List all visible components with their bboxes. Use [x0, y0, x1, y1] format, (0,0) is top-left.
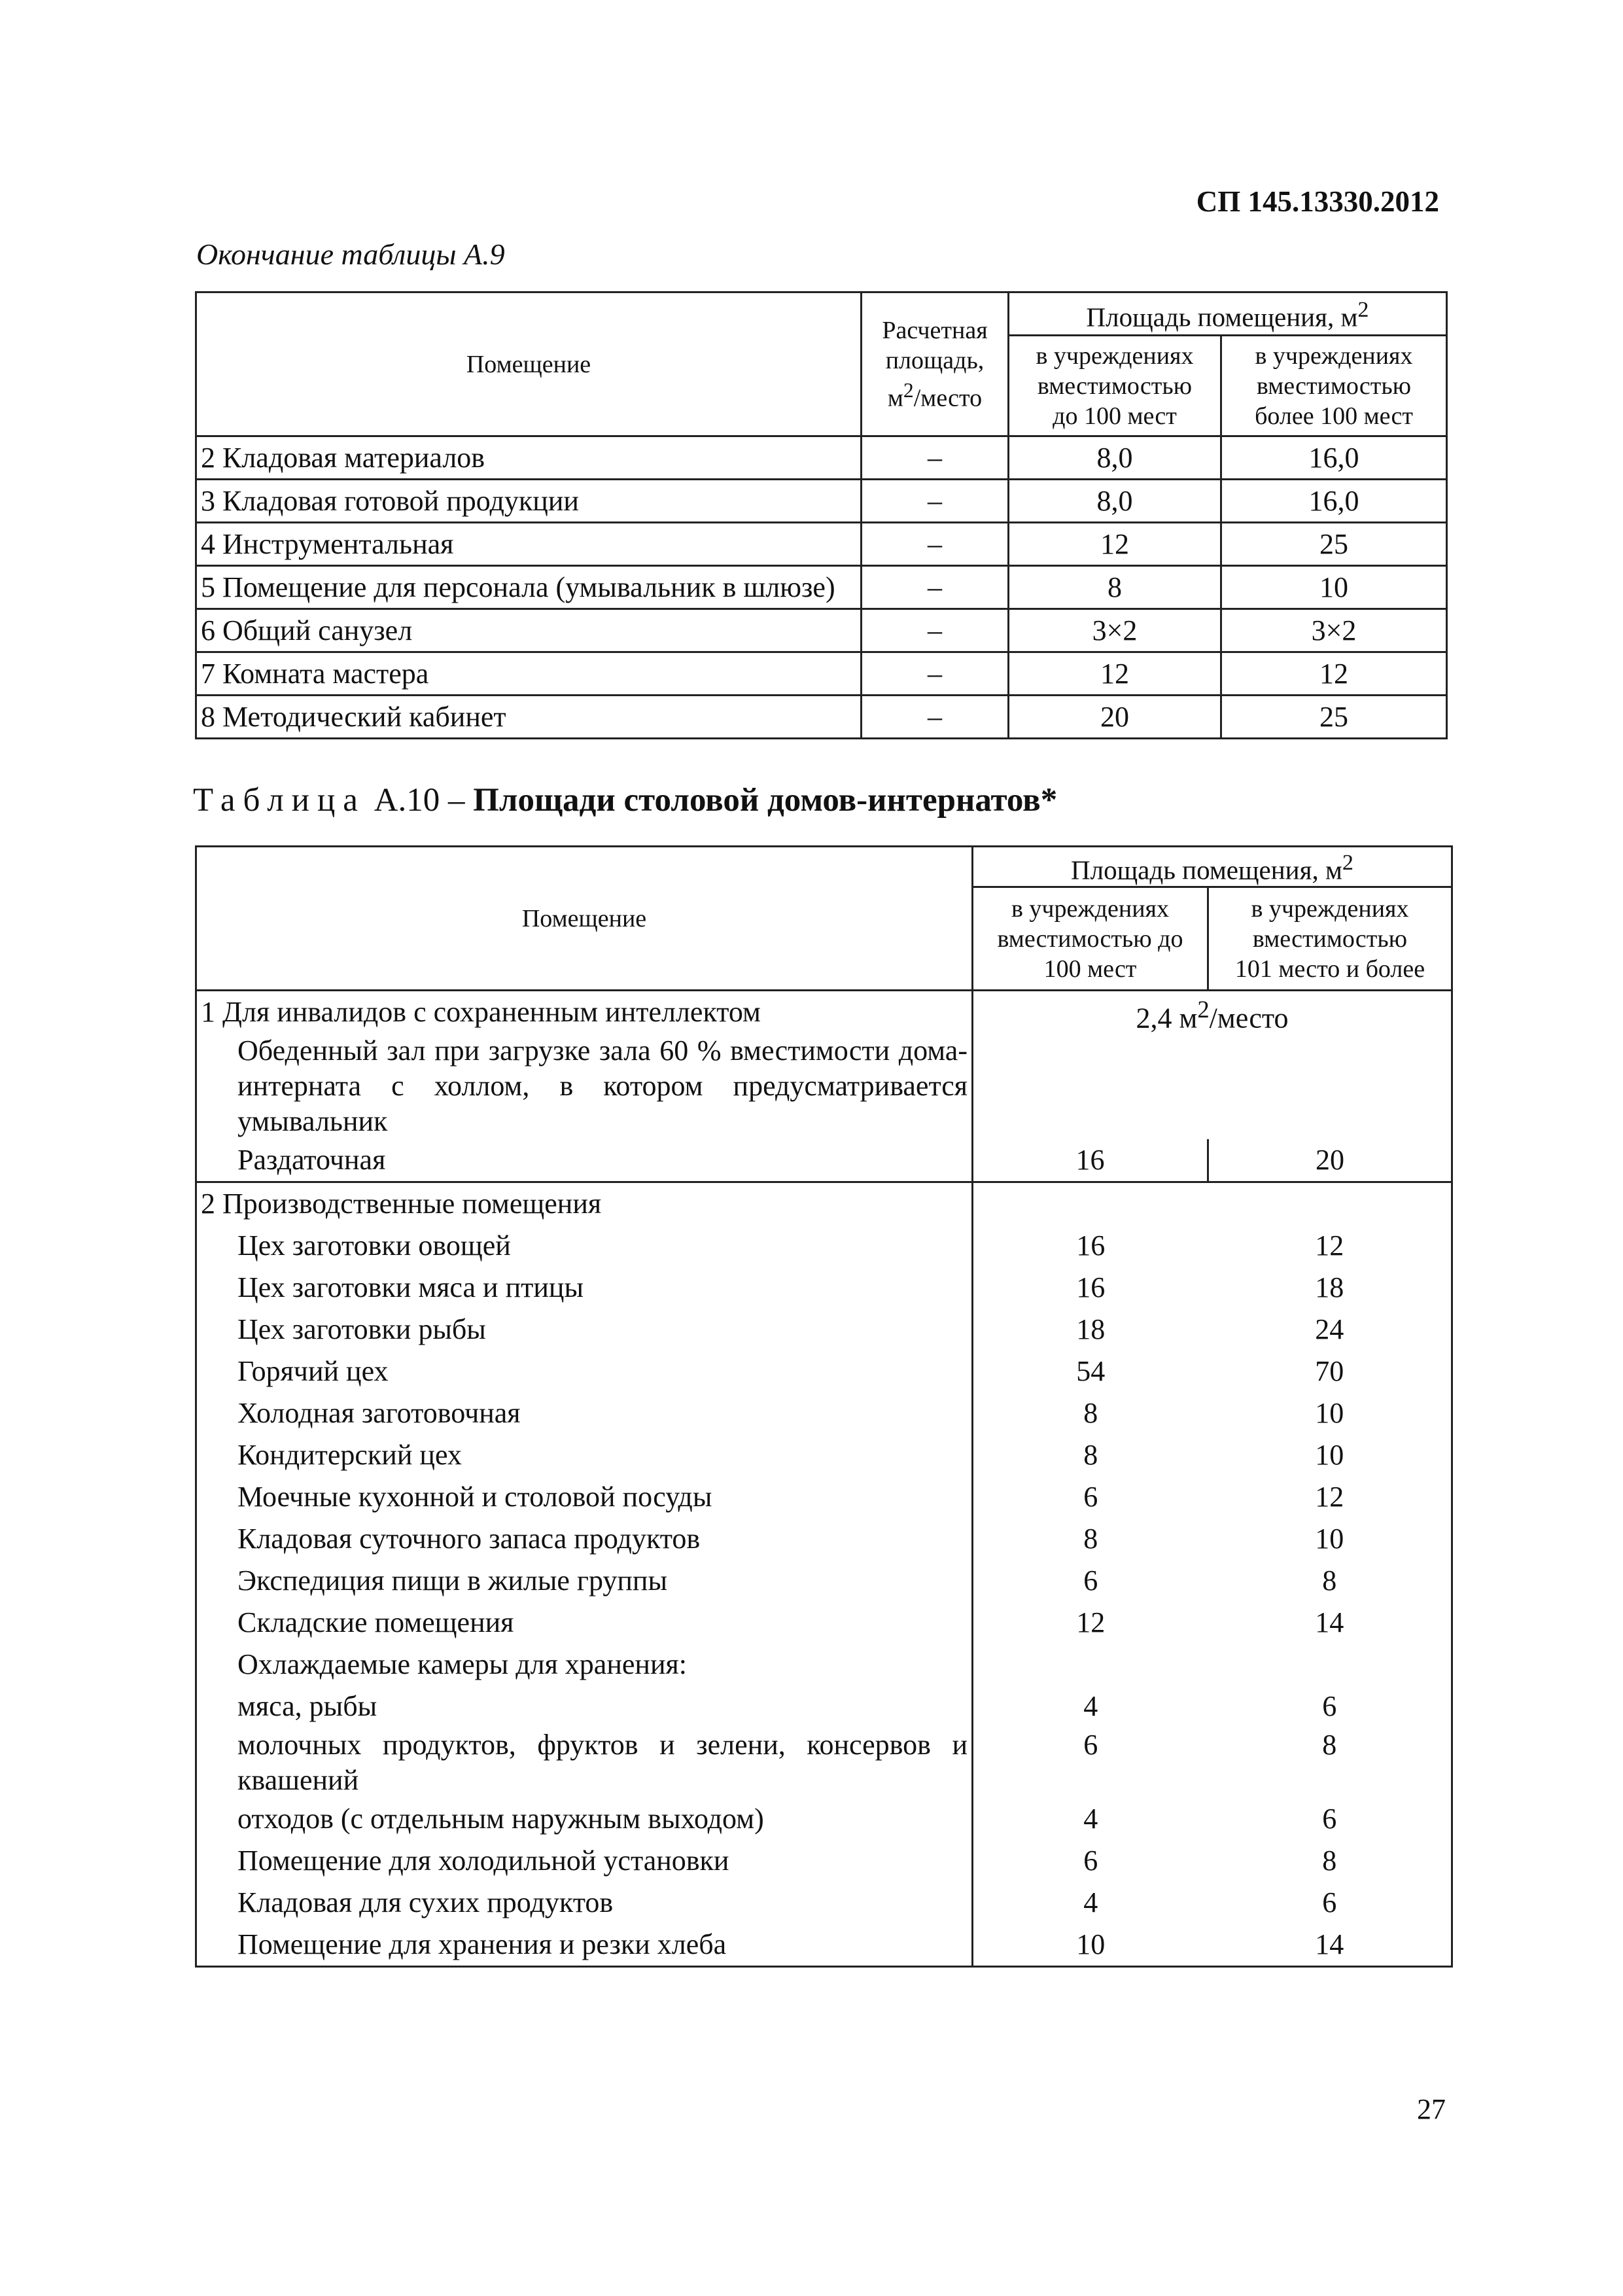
t10-area-up-to-100: 8	[973, 1518, 1208, 1560]
t10-header-room: Помещение	[196, 847, 973, 991]
t10-section1-title: 1 Для инвалидов с сохраненным интеллектом	[196, 991, 973, 1034]
table-row	[196, 1882, 1452, 1924]
t10-cooled-dairy-b: 8	[1208, 1727, 1452, 1798]
t10-cooled-meat-b: 6	[1208, 1686, 1452, 1727]
t9-room-name: 2 Кладовая материалов	[196, 436, 862, 480]
t10-room-name: Помещение для холодильной установки	[196, 1840, 973, 1882]
t10-area-up-to-100: 6	[973, 1476, 1208, 1518]
t10-cooled-title: Охлаждаемые камеры для хранения:	[196, 1644, 973, 1686]
t10-area-101-plus: 24	[1208, 1309, 1452, 1351]
t10-cooled-dairy-name: молочных продуктов, фруктов и зелени, консервов и квашений	[196, 1727, 973, 1798]
t10-serving-a: 16	[973, 1139, 1208, 1182]
t9-area-over-100: 25	[1221, 523, 1447, 566]
table-row	[196, 1434, 1452, 1476]
t10-area-up-to-100: 4	[973, 1882, 1208, 1924]
t9-area-over-100: 16,0	[1221, 480, 1447, 523]
t9-area-over-100: 12	[1221, 652, 1447, 696]
table-row	[196, 1560, 1452, 1602]
t10-header-up-to-100: в учреждениях вместимостью до 100 мест	[973, 887, 1208, 991]
table-row	[196, 1267, 1452, 1309]
document-code: СП 145.13330.2012	[1196, 185, 1439, 218]
t9-area-over-100: 3×2	[1221, 609, 1447, 652]
t10-area-up-to-100: 16	[973, 1225, 1208, 1267]
t9-area-up-to-100: 8,0	[1009, 436, 1221, 480]
t10-room-name: Цех заготовки рыбы	[196, 1309, 973, 1351]
t10-room-name: Моечные кухонной и столовой посуды	[196, 1476, 973, 1518]
t9-calc-area: –	[862, 480, 1009, 523]
t9-area-up-to-100: 12	[1009, 523, 1221, 566]
t10-area-101-plus: 14	[1208, 1924, 1452, 1967]
table-row	[196, 436, 1447, 480]
t10-room-name: Кладовая суточного запаса продуктов	[196, 1518, 973, 1560]
t10-room-name: Складские помещения	[196, 1602, 973, 1644]
t9-header-room: Помещение	[196, 292, 862, 436]
t10-area-up-to-100: 8	[973, 1392, 1208, 1434]
t9-header-calc-area: Расчетная площадь, $м^2$/место	[862, 292, 1009, 436]
t9-room-name: 3 Кладовая готовой продукции	[196, 480, 862, 523]
t9-area-over-100: 16,0	[1221, 436, 1447, 480]
t9-area-up-to-100: 20	[1009, 696, 1221, 739]
table-row	[196, 696, 1447, 739]
t9-calc-area: –	[862, 652, 1009, 696]
t9-calc-area: –	[862, 696, 1009, 739]
table-row	[196, 1840, 1452, 1882]
t9-header-over-100: в учреждениях вместимостью более 100 мест	[1221, 336, 1447, 436]
t10-room-name: отходов (с отдельным наружным выходом)	[196, 1798, 973, 1840]
t10-room-name: Горячий цех	[196, 1351, 973, 1392]
table-row	[196, 523, 1447, 566]
t10-area-up-to-100: 4	[973, 1798, 1208, 1840]
t9-area-up-to-100: 8,0	[1009, 480, 1221, 523]
t10-header-101-plus: в учреждениях вместимостью 101 место и более	[1208, 887, 1452, 991]
t10-dining-value: 2,4 $м^2$/место	[973, 991, 1452, 1140]
t9-area-over-100: 10	[1221, 566, 1447, 609]
t9-area-up-to-100: 3×2	[1009, 609, 1221, 652]
t10-area-101-plus: 14	[1208, 1602, 1452, 1644]
t9-area-up-to-100: 12	[1009, 652, 1221, 696]
t9-calc-area: –	[862, 609, 1009, 652]
table-row	[196, 1518, 1452, 1560]
t10-cooled-meat-a: 4	[973, 1686, 1208, 1727]
t10-area-up-to-100: 6	[973, 1560, 1208, 1602]
table-row	[196, 1225, 1452, 1267]
table-row	[196, 1924, 1452, 1967]
t10-dining-hall: Обеденный зал при загрузке зала 60 % вместимости дома-интерната с холлом, в котором предусматривается умывальник	[196, 1033, 973, 1139]
t10-serving-name: Раздаточная	[196, 1139, 973, 1182]
t10-area-up-to-100: 10	[973, 1924, 1208, 1967]
t10-area-101-plus: 10	[1208, 1434, 1452, 1476]
t9-calc-area: –	[862, 523, 1009, 566]
table-row	[196, 1476, 1452, 1518]
t10-section2-title: 2 Производственные помещения	[196, 1182, 973, 1226]
table-row	[196, 1392, 1452, 1434]
t10-area-up-to-100: 16	[973, 1267, 1208, 1309]
t10-room-name: Цех заготовки овощей	[196, 1225, 973, 1267]
t10-header-area: Площадь помещения, $м^2$	[973, 847, 1452, 887]
t10-room-name: Помещение для хранения и резки хлеба	[196, 1924, 973, 1967]
t9-room-name: 7 Комната мастера	[196, 652, 862, 696]
t9-calc-area: –	[862, 566, 1009, 609]
t10-room-name: Холодная заготовочная	[196, 1392, 973, 1434]
t9-area-up-to-100: 8	[1009, 566, 1221, 609]
t10-area-101-plus: 8	[1208, 1560, 1452, 1602]
t10-room-name: Цех заготовки мяса и птицы	[196, 1267, 973, 1309]
t10-cooled-dairy-a: 6	[973, 1727, 1208, 1798]
t10-area-101-plus: 6	[1208, 1882, 1452, 1924]
table-row	[196, 1351, 1452, 1392]
t10-area-101-plus: 8	[1208, 1840, 1452, 1882]
t10-area-101-plus: 12	[1208, 1476, 1452, 1518]
t10-area-101-plus: 10	[1208, 1392, 1452, 1434]
t10-cooled-meat-name: мяса, рыбы	[196, 1686, 973, 1727]
table-a9	[195, 291, 1448, 739]
t9-room-name: 8 Методический кабинет	[196, 696, 862, 739]
t9-calc-area: –	[862, 436, 1009, 480]
t10-room-name: Кладовая для сухих продуктов	[196, 1882, 973, 1924]
t9-header-area: Площадь помещения, $м^2$	[1009, 292, 1447, 336]
table-row	[196, 566, 1447, 609]
table-row	[196, 652, 1447, 696]
t9-room-name: 6 Общий санузел	[196, 609, 862, 652]
t10-room-name: Экспедиция пищи в жилые группы	[196, 1560, 973, 1602]
t10-area-up-to-100: 12	[973, 1602, 1208, 1644]
t10-area-up-to-100: 18	[973, 1309, 1208, 1351]
t10-area-101-plus: 18	[1208, 1267, 1452, 1309]
t10-area-up-to-100: 54	[973, 1351, 1208, 1392]
page-number: 27	[1417, 2093, 1446, 2125]
table-a10	[195, 845, 1453, 1968]
continuation-caption: Окончание таблицы А.9	[196, 238, 505, 271]
t10-area-up-to-100: 6	[973, 1840, 1208, 1882]
table-row	[196, 609, 1447, 652]
table-row	[196, 1602, 1452, 1644]
table-row	[196, 1798, 1452, 1840]
table-row	[196, 480, 1447, 523]
t10-area-up-to-100: 8	[973, 1434, 1208, 1476]
t10-room-name: Кондитерский цех	[196, 1434, 973, 1476]
table-a10-caption: Таблица А.10 – Площади столовой домов-интернатов*	[193, 782, 1058, 819]
t9-header-up-to-100: в учреждениях вместимостью до 100 мест	[1009, 336, 1221, 436]
t10-area-101-plus: 12	[1208, 1225, 1452, 1267]
t10-area-101-plus: 6	[1208, 1798, 1452, 1840]
t10-serving-b: 20	[1208, 1139, 1452, 1182]
t10-area-101-plus: 70	[1208, 1351, 1452, 1392]
table-row	[196, 1309, 1452, 1351]
t10-area-101-plus: 10	[1208, 1518, 1452, 1560]
t9-room-name: 5 Помещение для персонала (умывальник в шлюзе)	[196, 566, 862, 609]
t9-area-over-100: 25	[1221, 696, 1447, 739]
t9-room-name: 4 Инструментальная	[196, 523, 862, 566]
